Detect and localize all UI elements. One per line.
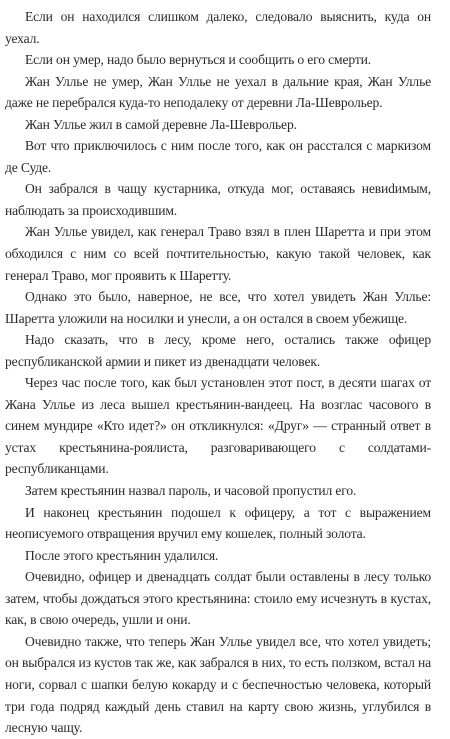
paragraph: Он забрался в чащу кустарника, откуда мог, оставаясь невиdимым, наблюдать за происходившим. (5, 181, 431, 218)
paragraph: Надо сказать, что в лесу, кроме него, остались также офицер республиканской армии и пикет из двенадцати человек. (5, 332, 431, 369)
paragraph: Жан Уллье жил в самой деревне Ла-Шеврольер. (25, 116, 297, 132)
book-page (5, 6, 431, 739)
paragraph: Однако это было, наверное, не все, что хотел увидеть Жан Уллье: Шаретта уложили на носилки и унесли, а он остался в своем убежище. (5, 289, 431, 326)
paragraph: После этого крестьянин удалился. (25, 547, 219, 563)
paragraph: Жан Уллье увидел, как генерал Траво взял в плен Шаретта и при этом обходился с ним со всей почтительностью, какую такой человек, как генерал Траво, мог проявить к Шаретту. (5, 224, 431, 283)
paragraph: Жан Уллье не умер, Жан Уллье не уехал в дальние края, Жан Уллье даже не перебрался куда-то неподалеку от деревни Ла-Шеврольер. (5, 73, 431, 111)
paragraph: Если он находился слишком далеко, следовало выяснить, куда он уехал. (5, 9, 431, 46)
paragraph: Затем крестьянин назвал пароль, и часовой пропустил его. (25, 483, 357, 499)
paragraph: Если он умер, надо было вернуться и сообщить о его смерти. (25, 52, 371, 68)
paragraph: И наконец крестьянин подошел к офицеру, а тот с выражением неописуемого отвращения вручил ему кошелек, полный золота. (5, 504, 431, 542)
paragraph: Очевидно, офицер и двенадцать солдат были оставлены в лесу только затем, чтобы дождаться этого крестьянина: стоило ему исчезнуть в кустах, как, в свою очередь, ушли и они. (5, 569, 431, 628)
paragraph: Через час после того, как был установлен этот пост, в десяти шагах от Жана Уллье из леса вышел крестьянин-вандеец. На возглас часового в синем мундире «Кто идет?» он откликнулся: «Друг» — странный ответ в устах крестьянина-роялиста, разговаривающего с солдатами-республиканцами. (5, 375, 431, 477)
paragraph: Вот что приключилось с ним после того, как он расстался с маркизом де Суде. (5, 138, 431, 175)
paragraph: Очевидно также, что теперь Жан Уллье увидел все, что хотел увидеть; он выбрался из кустов так же, как забрался в них, то есть ползком, встал на ноги, сорвал с шапки белую кокарду и с беспечностью человека, который три года подряд каждый день ставил на карту свою жизнь, углубился в лесную чащу. (5, 633, 432, 736)
